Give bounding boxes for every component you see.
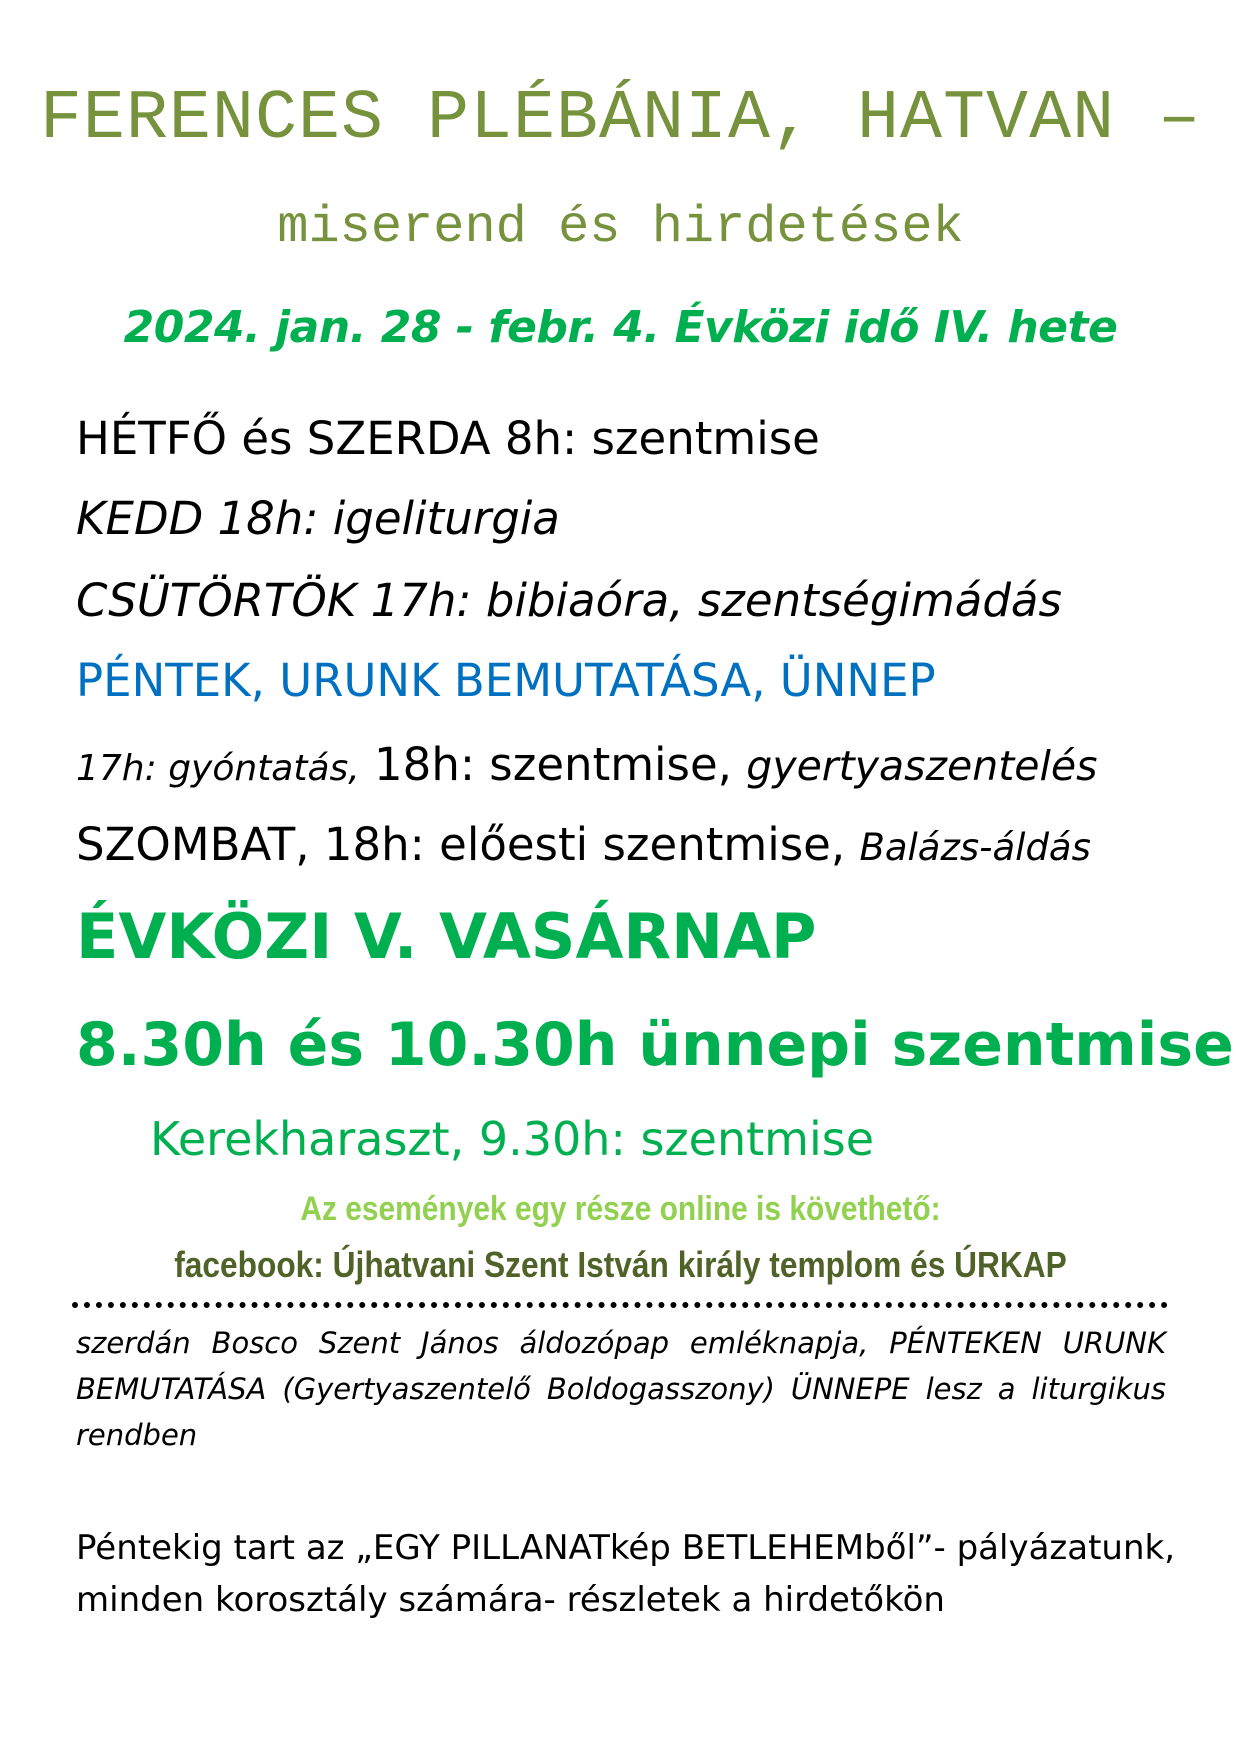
online-notice: Az események egy része online is követhető: (300, 1190, 941, 1228)
schedule-saturday (76, 818, 1091, 871)
schedule-friday-feast: PÉNTEK, URUNK BEMUTATÁSA, ÜNNEP (76, 654, 936, 707)
schedule-friday-times (76, 738, 1098, 791)
sunday-title: ÉVKÖZI V. VASÁRNAP (76, 900, 817, 973)
week-dateline: 2024. jan. 28 - febr. 4. Évközi idő IV. hete (123, 302, 1118, 353)
schedule-tuesday: KEDD 18h: igeliturgia (76, 492, 560, 545)
schedule-thursday: CSÜTÖRTÖK 17h: bibiaóra, szentségimádás (76, 574, 1062, 627)
saturday-blessing: Balázs-áldás (859, 826, 1091, 869)
friday-mass: 18h: szentmise, (359, 738, 747, 791)
schedule-monday-wednesday: HÉTFŐ és SZERDA 8h: szentmise (76, 412, 820, 465)
facebook-notice: facebook: Újhatvani Szent István király templom és ÚRKAP (174, 1244, 1067, 1285)
kerekharaszt-mass: Kerekharaszt, 9.30h: szentmise (150, 1112, 875, 1166)
page-title: FERENCES PLÉBÁNIA, HATVAN – (39, 80, 1202, 159)
contest-note: Péntekig tart az „EGY PILLANATkép BETLEHEMből”- pályázatunk, minden korosztály számára- részletek a hirdetőkön (76, 1528, 1176, 1620)
dotted-divider (72, 1302, 1168, 1308)
liturgy-note: szerdán Bosco Szent János áldozópap emléknapja, PÉNTEKEN URUNK BEMUTATÁSA (Gyertyaszentelő Boldogasszony) ÜNNEPE lesz a liturgikus rendben (76, 1326, 1166, 1452)
friday-candles: gyertyaszentelés (746, 742, 1098, 790)
saturday-mass: SZOMBAT, 18h: előesti szentmise, (76, 818, 860, 871)
page-subtitle: miserend és hirdetések (277, 198, 964, 257)
friday-confession: 17h: gyóntatás, (76, 748, 360, 789)
sunday-masses: 8.30h és 10.30h ünnepi szentmise (76, 1010, 1234, 1080)
